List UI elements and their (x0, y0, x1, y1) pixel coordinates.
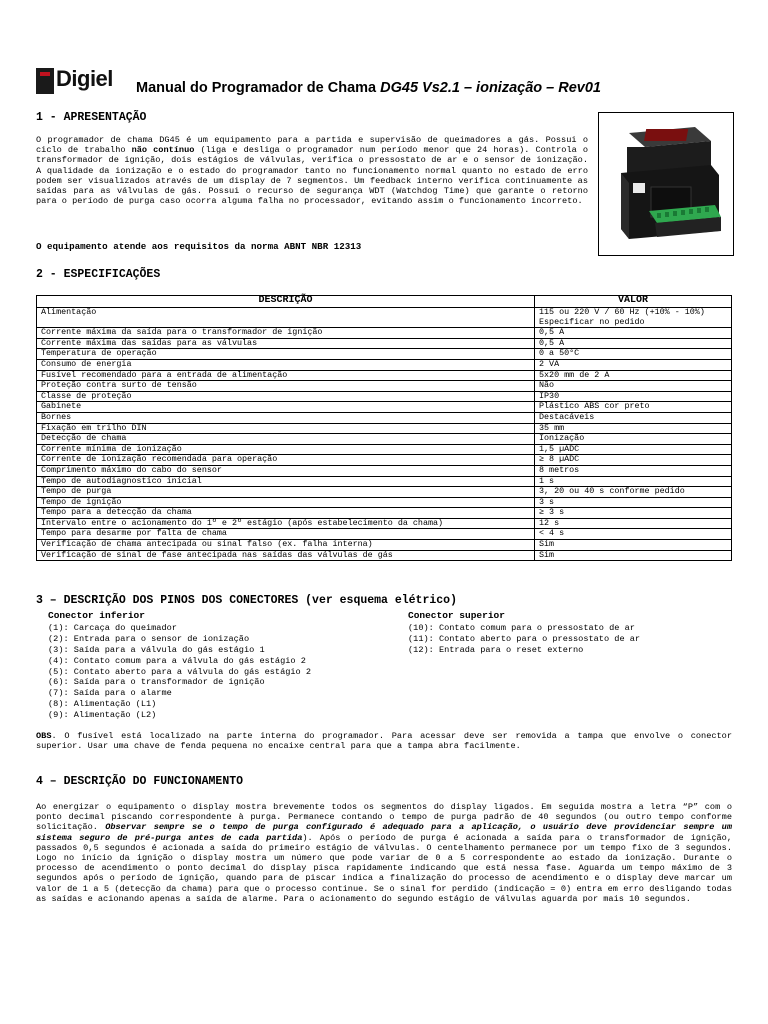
section4-heading: 4 – DESCRIÇÃO DO FUNCIONAMENTO (36, 775, 244, 788)
spec-description: Verificação de sinal de fase antecipada nas saídas das válvulas de gás (37, 550, 535, 561)
table-row (37, 476, 732, 487)
spec-value: Ionização (535, 434, 732, 445)
spec-description: Temperatura de operação (37, 349, 535, 360)
upper-connector-title: Conector superior (408, 610, 505, 621)
device-photo (598, 112, 734, 256)
table-row (37, 434, 732, 445)
s4-p-b: ). Após o período de purga é acionada a saída para o transformador de ignição, passados 0,5 segundos é acionada a saída do primeiro estágio de válvulas. O centelhamento permanece por um tempo fixo de 3 segundos. Logo no início da ignição o display mostra um número que pode variar de 0 a 5 correspondente ao estado da ionização. Durante o processo de acendimento o ponto decimal do display pisca rapidamente indicando que está nessa fase. Aguarda um tempo máximo de 3 segundos após o período de ignição, quando para de piscar indica a finalização do processo de acendimento e o display deve marcar um valor de 1 a 5 (detecção da chama) para que o processo continue. Se o sinal for perdido (indicação = 0) entra em erro desligando todas as saídas e acionando apenas a saída de alarme. Para o acionamento do segundo estágio de válvulas aguarda por mais 10 segundos. (36, 832, 732, 904)
spec-description: Corrente mínima de ionização (37, 444, 535, 455)
spec-description: Comprimento máximo do cabo do sensor (37, 465, 535, 476)
table-row (37, 391, 732, 402)
table-row (37, 529, 732, 540)
spec-value: Destacáveis (535, 412, 732, 423)
document-header (36, 66, 736, 100)
title-plain: Manual do Programador de Chama (136, 80, 381, 96)
obs-text: . O fusível está localizado na parte interna do programador. Para acessar deve ser removida a tampa que envolve o conector superior. Usar uma chave de fenda pequena no encaixe central para que a tampa abra facilmente. (36, 731, 732, 752)
list-item: (7): Saída para o alarme (48, 688, 172, 699)
spec-description: Intervalo entre o acionamento do 1º e 2º estágio (após estabelecimento da chama) (37, 518, 535, 529)
spec-description: Tempo para desarme por falta de chama (37, 529, 535, 540)
spec-value: 2 VA (535, 359, 732, 370)
list-item: (5): Contato aberto para a válvula do gás estágio 2 (48, 666, 312, 677)
spec-value: 3, 20 ou 40 s conforme pedido (535, 487, 732, 498)
table-row (37, 497, 732, 508)
spec-value: 0,5 A (535, 328, 732, 339)
spec-value: Sim (535, 550, 732, 561)
table-header-row (37, 296, 732, 308)
table-row (37, 444, 732, 455)
section4-paragraph (36, 802, 732, 904)
table-row (37, 370, 732, 381)
spec-description: Verificação de chama antecipada ou sinal falso (ex. falha interna) (37, 540, 535, 551)
title-italic: DG45 Vs2.1 – ionização – Rev01 (380, 80, 601, 96)
list-item: (12): Entrada para o reset externo (408, 644, 584, 655)
spec-description: Consumo de energia (37, 359, 535, 370)
spec-description: Alimentação (37, 308, 535, 328)
spec-description: Classe de proteção (37, 391, 535, 402)
spec-value: 0 a 50°C (535, 349, 732, 360)
s4-p-bold-italic: Observar sempre se o tempo de purga configurado é adequado para a aplicação, o usuário deve providenciar sempre um sistema seguro de pré-purga antes de cada partida (36, 822, 732, 843)
table-row (37, 338, 732, 349)
spec-description: Corrente de ionização recomendada para operação (37, 455, 535, 466)
table-row (37, 540, 732, 551)
logo-mark-icon (36, 68, 54, 94)
spec-description: Detecção de chama (37, 434, 535, 445)
spec-value: 1,5 µADC (535, 444, 732, 455)
spec-value: 12 s (535, 518, 732, 529)
table-row (37, 349, 732, 360)
lower-connector-title: Conector inferior (48, 610, 145, 621)
table-row (37, 328, 732, 339)
spec-value: ≥ 3 s (535, 508, 732, 519)
table-row (37, 455, 732, 466)
table-row (37, 518, 732, 529)
spec-description: Tempo de purga (37, 487, 535, 498)
spec-description: Tempo para a detecção da chama (37, 508, 535, 519)
document-title (136, 80, 601, 96)
spec-value: 115 ou 220 V / 60 Hz (+10% - 10%) Especificar no pedido (535, 308, 732, 328)
spec-value: Sim (535, 540, 732, 551)
logo-text: Digiel (56, 66, 113, 91)
upper-connector (408, 611, 738, 656)
table-row (37, 381, 732, 392)
table-row (37, 465, 732, 476)
spec-value: ≥ 8 µADC (535, 455, 732, 466)
list-item: (2): Entrada para o sensor de ionização (48, 633, 250, 644)
list-item: (6): Saída para o transformador de ignição (48, 677, 265, 688)
spec-value: Plástico ABS cor preto (535, 402, 732, 413)
spec-value: Não (535, 381, 732, 392)
section1-paragraph (36, 135, 588, 206)
lower-connector (48, 611, 388, 721)
s1-p1-bold: não contínuo (131, 145, 195, 156)
spec-description: Proteção contra surto de tensão (37, 381, 535, 392)
norm-statement: O equipamento atende aos requisitos da norma ABNT NBR 12313 (36, 241, 362, 252)
s1-p1-a: O programador de chama DG45 é um equipamento para a partida e supervisão de queimadores a gás. Possui o ciclo de trabalho (36, 135, 588, 156)
spec-description: Fixação em trilho DIN (37, 423, 535, 434)
section1-heading: 1 - APRESENTAÇÃO (36, 111, 147, 124)
upper-pin-list (408, 623, 738, 656)
spec-description: Corrente máxima da saída para o transformador de ignição (37, 328, 535, 339)
lower-pin-list (48, 623, 388, 721)
spec-description: Tempo de autodiagnostico inicial (37, 476, 535, 487)
spec-value: < 4 s (535, 529, 732, 540)
spec-value: 0,5 A (535, 338, 732, 349)
spec-value: 35 mm (535, 423, 732, 434)
list-item: (10): Contato comum para o pressostato de ar (408, 622, 635, 633)
table-row (37, 423, 732, 434)
list-item: (3): Saída para a válvula do gás estágio 1 (48, 644, 265, 655)
spec-value: 5x20 mm de 2 A (535, 370, 732, 381)
spec-value: 3 s (535, 497, 732, 508)
list-item: (11): Contato aberto para o pressostato de ar (408, 633, 641, 644)
table-row (37, 508, 732, 519)
table-row (37, 412, 732, 423)
col-description: DESCRIÇÃO (37, 296, 535, 308)
specifications-body (37, 308, 732, 561)
spec-description: Corrente máxima das saídas para as válvulas (37, 338, 535, 349)
s1-p1-b: (liga e desliga o programador num período menor que 24 horas). Controla o transformador de ignição, dois estágios de válvulas, verifica o pressostato de ar e o sensor de ionização. A qualidade da ionização e o estado do programador tanto no funcionamento normal quanto no estado de erro podem ser visualizados através de um display de 7 segmentos. Um feedback interno verifica continuamente as saídas para as válvulas de gás. Possui o recurso de segurança WDT (Watchdog Time) que garante o retorno para o período de purga caso ocorra alguma falha no processador, evitando assim o funcionamento incorreto. (36, 145, 589, 207)
spec-value: IP30 (535, 391, 732, 402)
section3-heading: 3 – DESCRIÇÃO DOS PINOS DOS CONECTORES (ver esquema elétrico) (36, 594, 457, 607)
s4-p-a: Ao energizar o equipamento o display mostra brevemente todos os segmentos do display ligados. Em seguida mostra a letra “P” com o ponto decimal piscando correspondente à purga. Permanece contando o tempo de purga padrão de 40 segundos (ou outro tempo conforme solicitação. (36, 802, 732, 833)
table-row (37, 487, 732, 498)
col-value: VALOR (535, 296, 732, 308)
table-row (37, 550, 732, 561)
list-item: (8): Alimentação (L1) (48, 699, 157, 710)
spec-description: Fusível recomendado para a entrada de alimentação (37, 370, 535, 381)
spec-description: Gabinete (37, 402, 535, 413)
obs-note (36, 731, 732, 751)
specifications-table (36, 295, 732, 561)
list-item: (1): Carcaça do queimador (48, 622, 177, 633)
list-item: (9): Alimentação (L2) (48, 710, 157, 721)
table-row (37, 359, 732, 370)
list-item: (4): Contato comum para a válvula do gás estágio 2 (48, 655, 306, 666)
spec-value: 1 s (535, 476, 732, 487)
section2-heading: 2 - ESPECIFICAÇÕES (36, 268, 161, 281)
table-row (37, 402, 732, 413)
obs-label: OBS (36, 731, 52, 741)
table-row (37, 308, 732, 328)
device-illustration (599, 113, 733, 255)
spec-description: Bornes (37, 412, 535, 423)
spec-description: Tempo de ignição (37, 497, 535, 508)
spec-value: 8 metros (535, 465, 732, 476)
digiel-logo (36, 66, 116, 96)
